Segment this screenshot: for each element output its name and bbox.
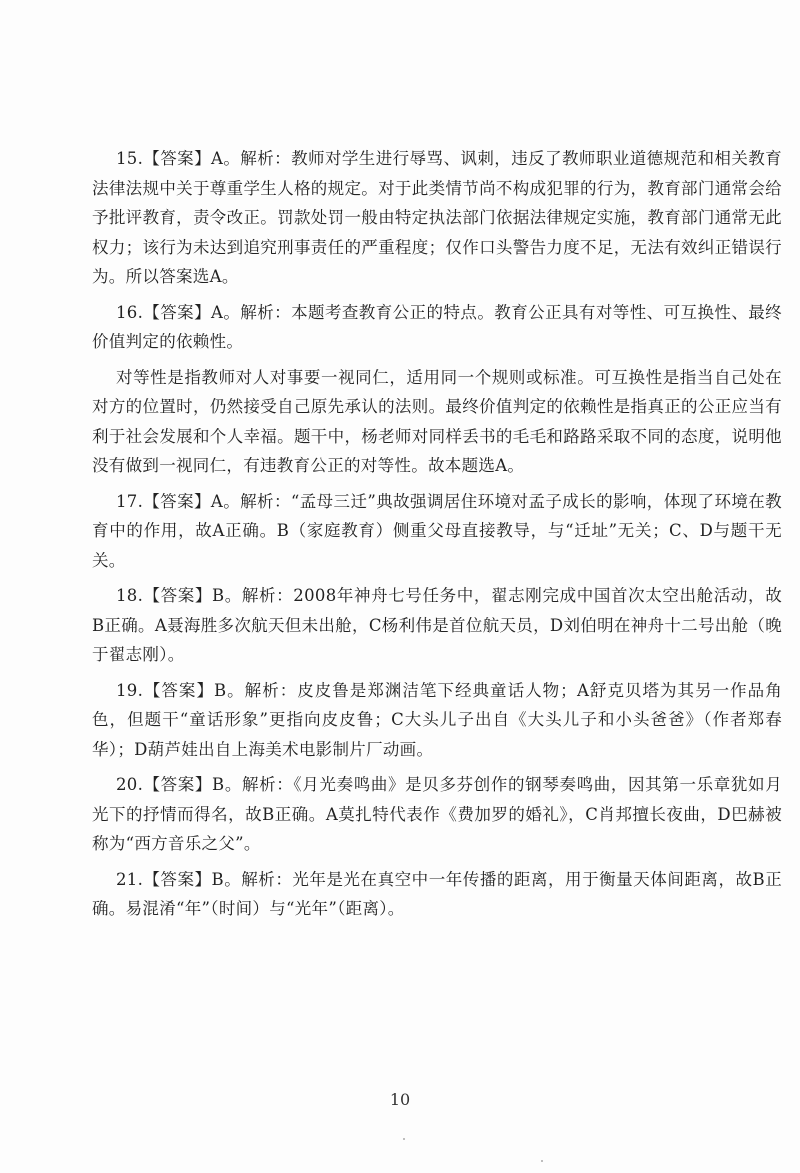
page-number: 10 (389, 1090, 411, 1109)
answer-15-paragraph: 15.【答案】A。解析：教师对学生进行辱骂、讽刺，违反了教师职业道德规范和相关教育法律法规中关于尊重学生人格的规定。对于此类情节尚不构成犯罪的行为，教育部门通常会给予批评教育，责令改正。罚款处罚一般由特定执法部门依据法律规定实施，教育部门通常无此权力；该行为未达到追究刑事责任的严重程度；仅作口头警告力度不足，无法有效纠正错误行为。所以答案选A。 (92, 149, 782, 286)
answer-20-paragraph: 20.【答案】B。解析：《月光奏鸣曲》是贝多芬创作的钢琴奏鸣曲，因其第一乐章犹如月光下的抒情而得名，故B正确。A莫扎特代表作《费加罗的婚礼》，C肖邦擅长夜曲，D巴赫被称为“西方音乐之父”。 (92, 775, 782, 853)
answer-18-paragraph: 18.【答案】B。解析：2008年神舟七号任务中，翟志刚完成中国首次太空出舱活动，故B正确。A聂海胜多次航天但未出舱，C杨利伟是首位航天员，D刘伯明在神舟十二号出舱（晚于翟志刚）。 (92, 586, 782, 664)
answer-16-paragraph: 16.【答案】A。解析：本题考查教育公正的特点。教育公正具有对等性、可互换性、最终价值判定的依赖性。 (92, 302, 782, 351)
answer-19-paragraph: 19.【答案】B。解析：皮皮鲁是郑渊洁笔下经典童话人物；A舒克贝塔为其另一作品角色，但题干“童话形象”更指向皮皮鲁；C大头儿子出自《大头儿子和小头爸爸》（作者郑春华）；D葫芦娃出自上海美术电影制片厂动画。 (92, 680, 782, 759)
answer-explanations (92, 144, 782, 930)
answer-17-paragraph: 17.【答案】A。解析：“孟母三迁”典故强调居住环境对孟子成长的影响，体现了环境在教育中的作用，故A正确。B（家庭教育）侧重父母直接教导，与“迁址”无关；C、D与题干无关。 (92, 491, 782, 570)
scan-speck (541, 1160, 543, 1162)
answer-21-paragraph: 21.【答案】B。解析：光年是光在真空中一年传播的距离，用于衡量天体间距离，故B正确。易混淆“年”（时间）与“光年”（距离）。 (92, 869, 782, 918)
scan-speck (403, 1138, 405, 1140)
answer-16-detail-paragraph: 对等性是指教师对人对事要一视同仁，适用同一个规则或标准。可互换性是指当自己处在对方的位置时，仍然接受自己原先承认的法则。最终价值判定的依赖性是指真正的公正应当有利于社会发展和个人幸福。题干中，杨老师对同样丢书的毛毛和路路采取不同的态度，说明他没有做到一视同仁，有违教育公正的对等性。故本题选A。 (92, 367, 782, 475)
